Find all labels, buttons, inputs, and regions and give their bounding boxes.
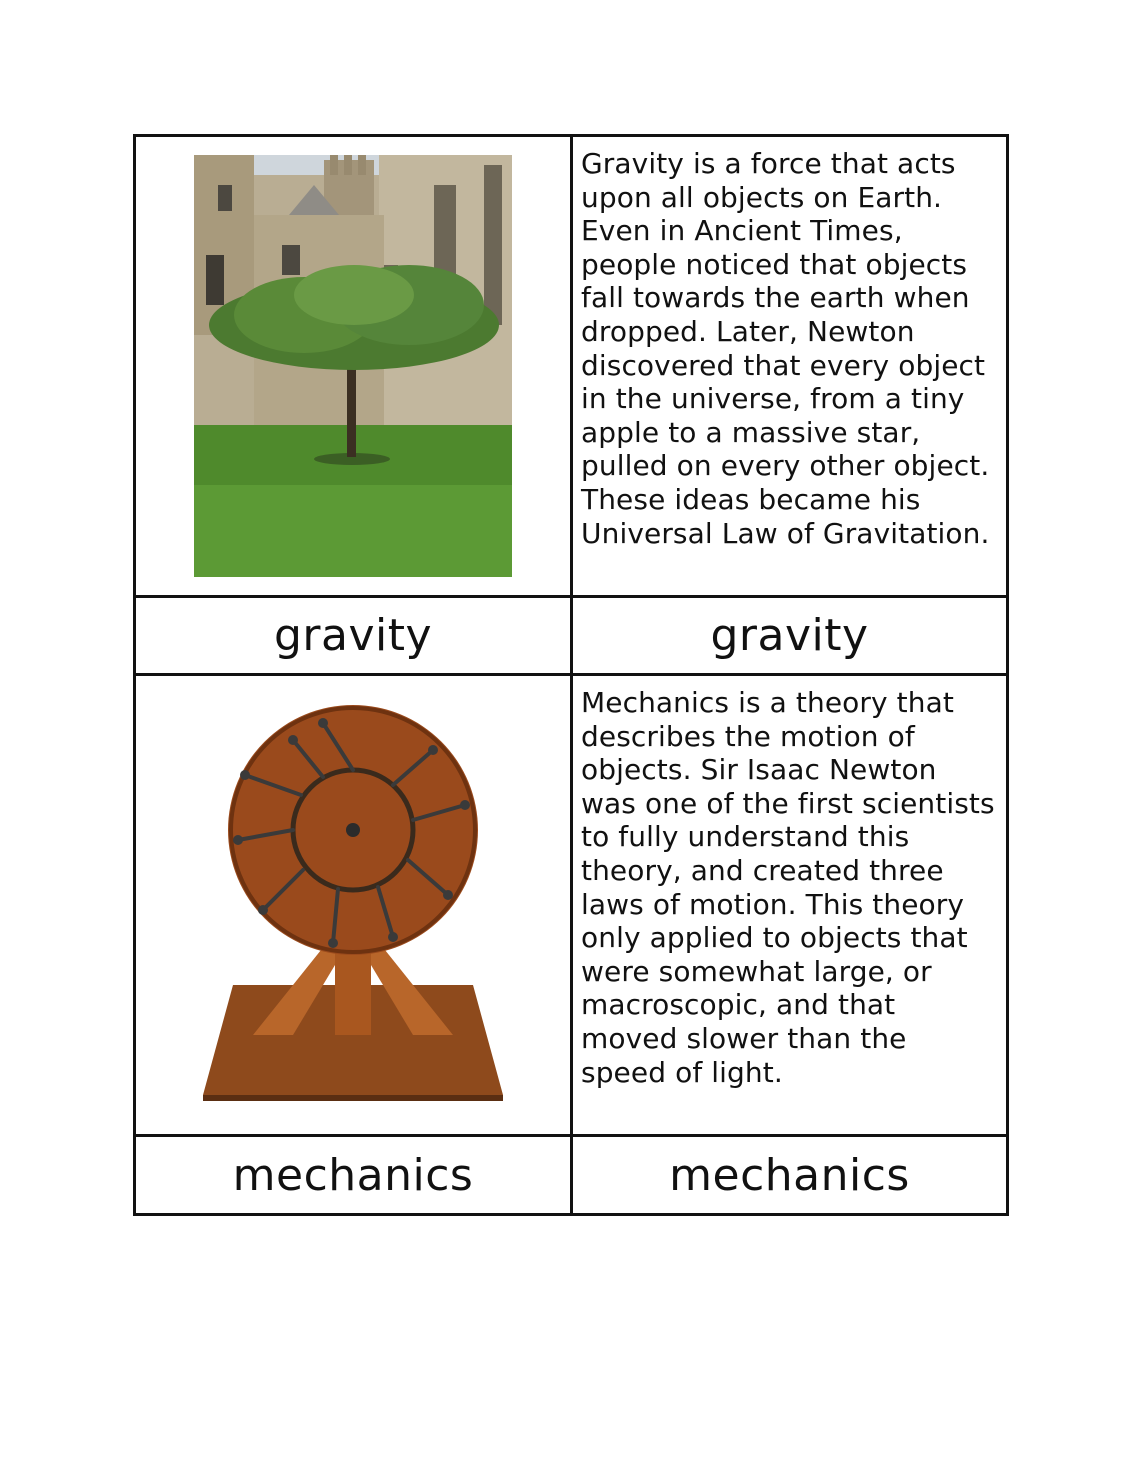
mechanics-description: Mechanics is a theory that describes the motion of objects. Sir Isaac Newton was one of the first scientists to fully understand this theory, and created three laws of motion. This theory only applied to objects that were somewhat large, or macroscopic, and that moved slower than the speed of light. [581, 686, 995, 1089]
gravity-description: Gravity is a force that acts upon all objects on Earth. Even in Ancient Times, people noticed that objects fall towards the earth when dropped. Later, Newton discovered that every object in the universe, from a tiny apple to a massive star, pulled on every other object. These ideas became his Universal Law of Gravitation. [581, 147, 990, 550]
apple-tree-photo-icon [194, 155, 512, 577]
mechanics-definition-label: mechanics [669, 1149, 910, 1201]
wooden-wheel-photo-icon [203, 705, 503, 1105]
gravity-definition-label: gravity [710, 610, 869, 661]
column-divider [570, 137, 573, 1213]
three-part-card-table [133, 134, 1009, 1216]
gravity-picture-label: gravity [273, 610, 433, 661]
gravity-picture-cell [136, 137, 570, 595]
mechanics-picture-cell [136, 676, 570, 1134]
mechanics-picture-label: mechanics [232, 1149, 474, 1201]
